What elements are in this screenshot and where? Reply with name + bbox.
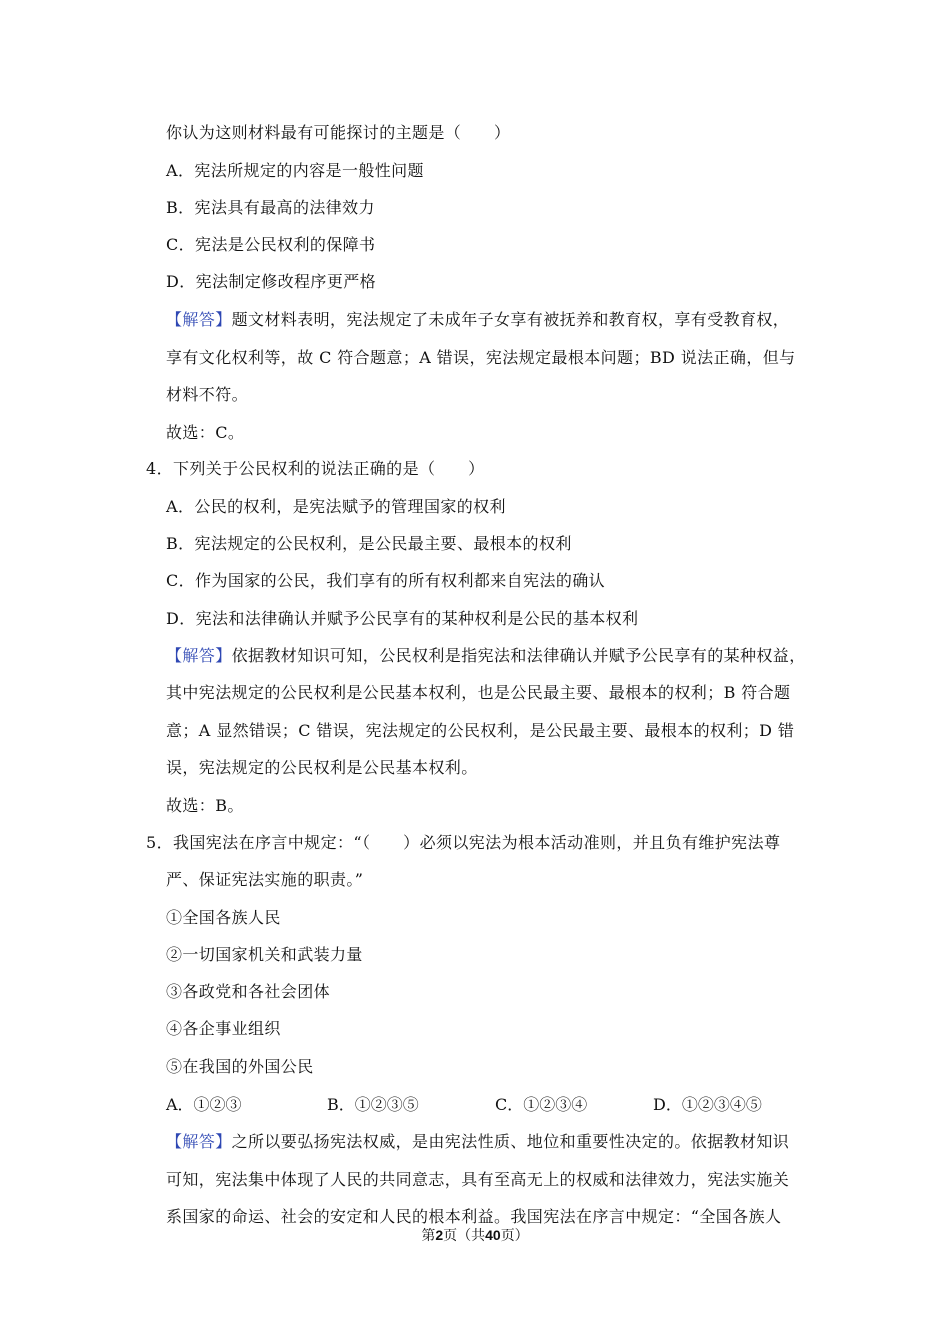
q3-option-c: C．宪法是公民权利的保障书 [166, 235, 376, 254]
q5-answer-line-2: 可知，宪法集中体现了人民的共同意志，具有至高无上的权威和法律效力，宪法实施关 [166, 1170, 790, 1189]
q3-answer-tag: 【解答】 [166, 310, 232, 329]
q4-answer-text: 依据教材知识可知，公民权利是指宪法和法律确认并赋予公民享有的某种权益， [231, 646, 806, 665]
q5-stem-line-2: 严、保证宪法实施的职责。” [166, 870, 364, 889]
q4-option-a: A．公民的权利，是宪法赋予的管理国家的权利 [166, 497, 506, 516]
page-footer [0, 1226, 950, 1245]
q4-option-d: D．宪法和法律确认并赋予公民享有的某种权利是公民的基本权利 [166, 609, 639, 628]
q5-item-3: ③各政党和各社会团体 [166, 982, 331, 1001]
q5-answer-tag: 【解答】 [166, 1132, 232, 1151]
q5-answer-line-1 [166, 1131, 789, 1153]
q5-choice-c: C．①②③④ [495, 1095, 588, 1114]
q5-answer-text: 之所以要弘扬宪法权威，是由宪法性质、地位和重要性决定的。依据教材知识 [231, 1132, 790, 1151]
q5-stem-line-1 [146, 832, 780, 854]
q3-answer-line-2: 享有文化权利等，故 C 符合题意；A 错误，宪法规定最根本问题；BD 说法正确，但与 [166, 348, 796, 367]
q5-item-1: ①全国各族人民 [166, 908, 281, 927]
q4-number: 4． [146, 459, 173, 478]
q4-choice: 故选：B。 [166, 796, 244, 815]
q3-option-d: D．宪法制定修改程序更严格 [166, 272, 377, 291]
q5-item-5: ⑤在我国的外国公民 [166, 1057, 314, 1076]
q3-option-a: A．宪法所规定的内容是一般性问题 [166, 161, 424, 180]
q4-option-b: B．宪法规定的公民权利，是公民最主要、最根本的权利 [166, 534, 572, 553]
q5-stem-text: 我国宪法在序言中规定：“（ ）必须以宪法为根本活动准则，并且负有维护宪法尊 [172, 833, 781, 852]
q4-answer-line-4: 误，宪法规定的公民权利是公民基本权利。 [166, 758, 478, 777]
q5-choices [166, 1094, 806, 1116]
q5-item-4: ④各企事业组织 [166, 1019, 281, 1038]
q5-number: 5． [146, 833, 173, 852]
q3-answer-line-1 [166, 309, 789, 331]
q4-option-c: C．作为国家的公民，我们享有的所有权利都来自宪法的确认 [166, 571, 606, 590]
footer-middle: 页（共 [443, 1228, 486, 1244]
q4-answer-tag: 【解答】 [166, 646, 232, 665]
q4-answer-line-1 [166, 645, 806, 667]
q5-choice-d: D．①②③④⑤ [653, 1095, 762, 1114]
q5-choice-a: A．①②③ [166, 1095, 242, 1114]
q3-choice: 故选：C。 [166, 423, 245, 442]
q3-stem-tail: 你认为这则材料最有可能探讨的主题是（ ） [166, 123, 511, 142]
q4-answer-line-2: 其中宪法规定的公民权利是公民基本权利，也是公民最主要、最根本的权利；B 符合题 [166, 683, 791, 702]
footer-suffix: 页） [500, 1228, 529, 1244]
q4-stem-text: 下列关于公民权利的说法正确的是（ ） [172, 459, 485, 478]
q4-answer-line-3: 意；A 显然错误；C 错误，宪法规定的公民权利，是公民最主要、最根本的权利；D 错 [166, 721, 795, 740]
q3-option-b: B．宪法具有最高的法律效力 [166, 198, 375, 217]
q4-stem [146, 458, 485, 480]
footer-page-number: 2 [435, 1227, 444, 1243]
footer-prefix: 第 [421, 1228, 436, 1244]
q3-answer-text: 题文材料表明，宪法规定了未成年子女享有被抚养和教育权，享有受教育权， [231, 310, 790, 329]
footer-total-pages: 40 [485, 1227, 501, 1243]
q5-item-2: ②一切国家机关和武装力量 [166, 945, 363, 964]
q5-answer-line-3: 系国家的命运、社会的安定和人民的根本利益。我国宪法在序言中规定：“全国各族人 [166, 1207, 782, 1226]
q5-choice-b: B．①②③⑤ [327, 1095, 419, 1114]
q3-answer-line-3: 材料不符。 [166, 385, 249, 404]
